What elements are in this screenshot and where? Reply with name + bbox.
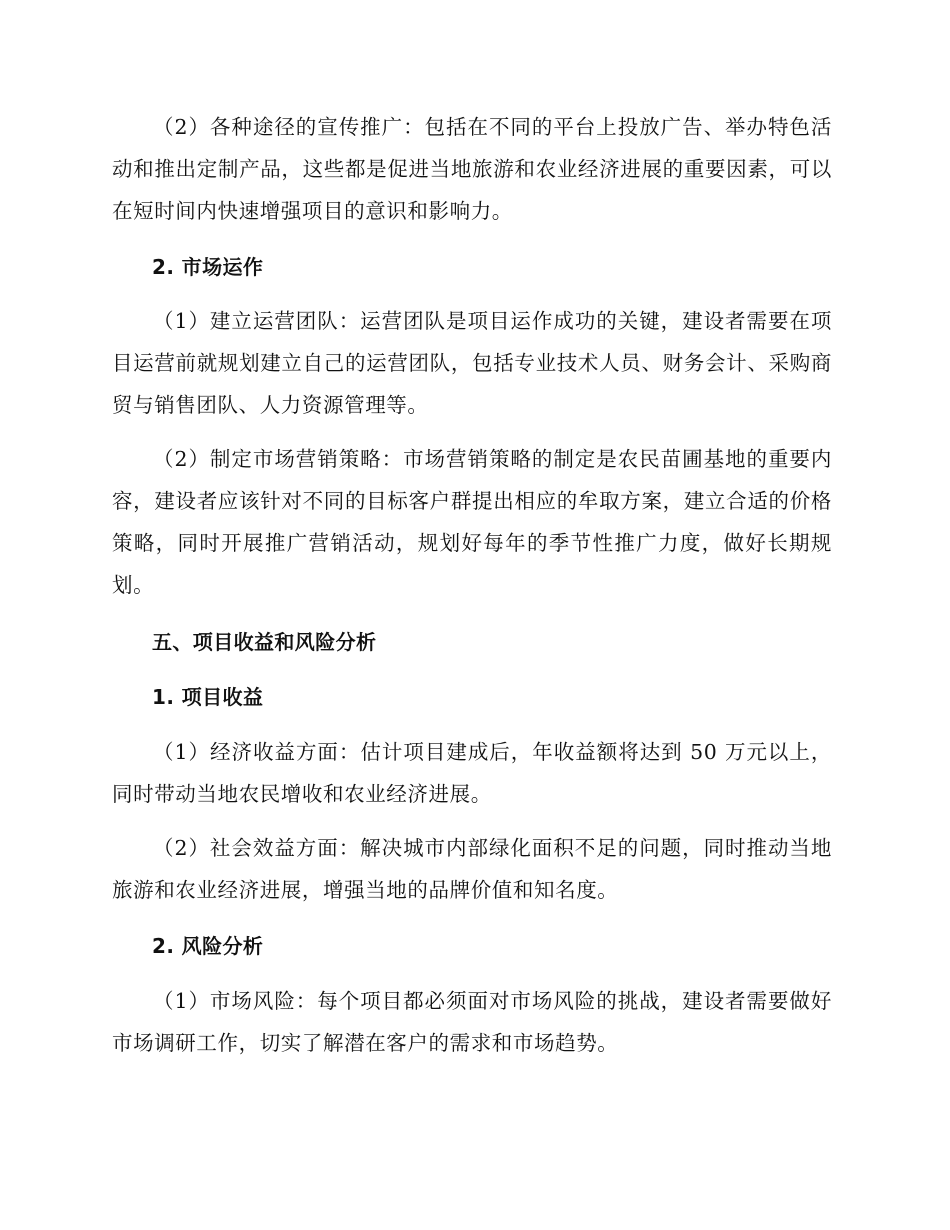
paragraph-market-risk: （1）市场风险：每个项目都必须面对市场风险的挑战，建设者需要做好市场调研工作，切实了解潜在客户的需求和市场趋势。 — [112, 989, 832, 1055]
paragraph-social-benefit: （2）社会效益方面：解决城市内部绿化面积不足的问题，同时推动当地旅游和农业经济进展，增强当地的品牌价值和知名度。 — [112, 836, 832, 902]
paragraph-marketing-strategy: （2）制定市场营销策略：市场营销策略的制定是农民苗圃基地的重要内容，建设者应该针对不同的目标客户群提出相应的牟取方案，建立合适的价格策略，同时开展推广营销活动，规划好每年的季节性推广力度，做好长期规划。 — [112, 447, 832, 597]
paragraph-economic-benefit: （1）经济收益方面：估计项目建成后，年收益额将达到 50 万元以上，同时带动当地农民增收和农业经济进展。 — [112, 740, 832, 806]
heading-market-operation: 2. 市场运作 — [152, 255, 264, 279]
heading-risk-analysis: 2. 风险分析 — [152, 934, 264, 958]
heading-project-income: 1. 项目收益 — [152, 685, 264, 709]
heading-section-five: 五、项目收益和风险分析 — [152, 630, 377, 654]
paragraph-operation-team: （1）建立运营团队：运营团队是项目运作成功的关键，建设者需要在项目运营前就规划建立自己的运营团队，包括专业技术人员、财务会计、采购商贸与销售团队、人力资源管理等。 — [112, 309, 832, 417]
paragraph-promotion: （2）各种途径的宣传推广：包括在不同的平台上投放广告、举办特色活动和推出定制产品，这些都是促进当地旅游和农业经济进展的重要因素，可以在短时间内快速增强项目的意识和影响力。 — [112, 115, 832, 223]
